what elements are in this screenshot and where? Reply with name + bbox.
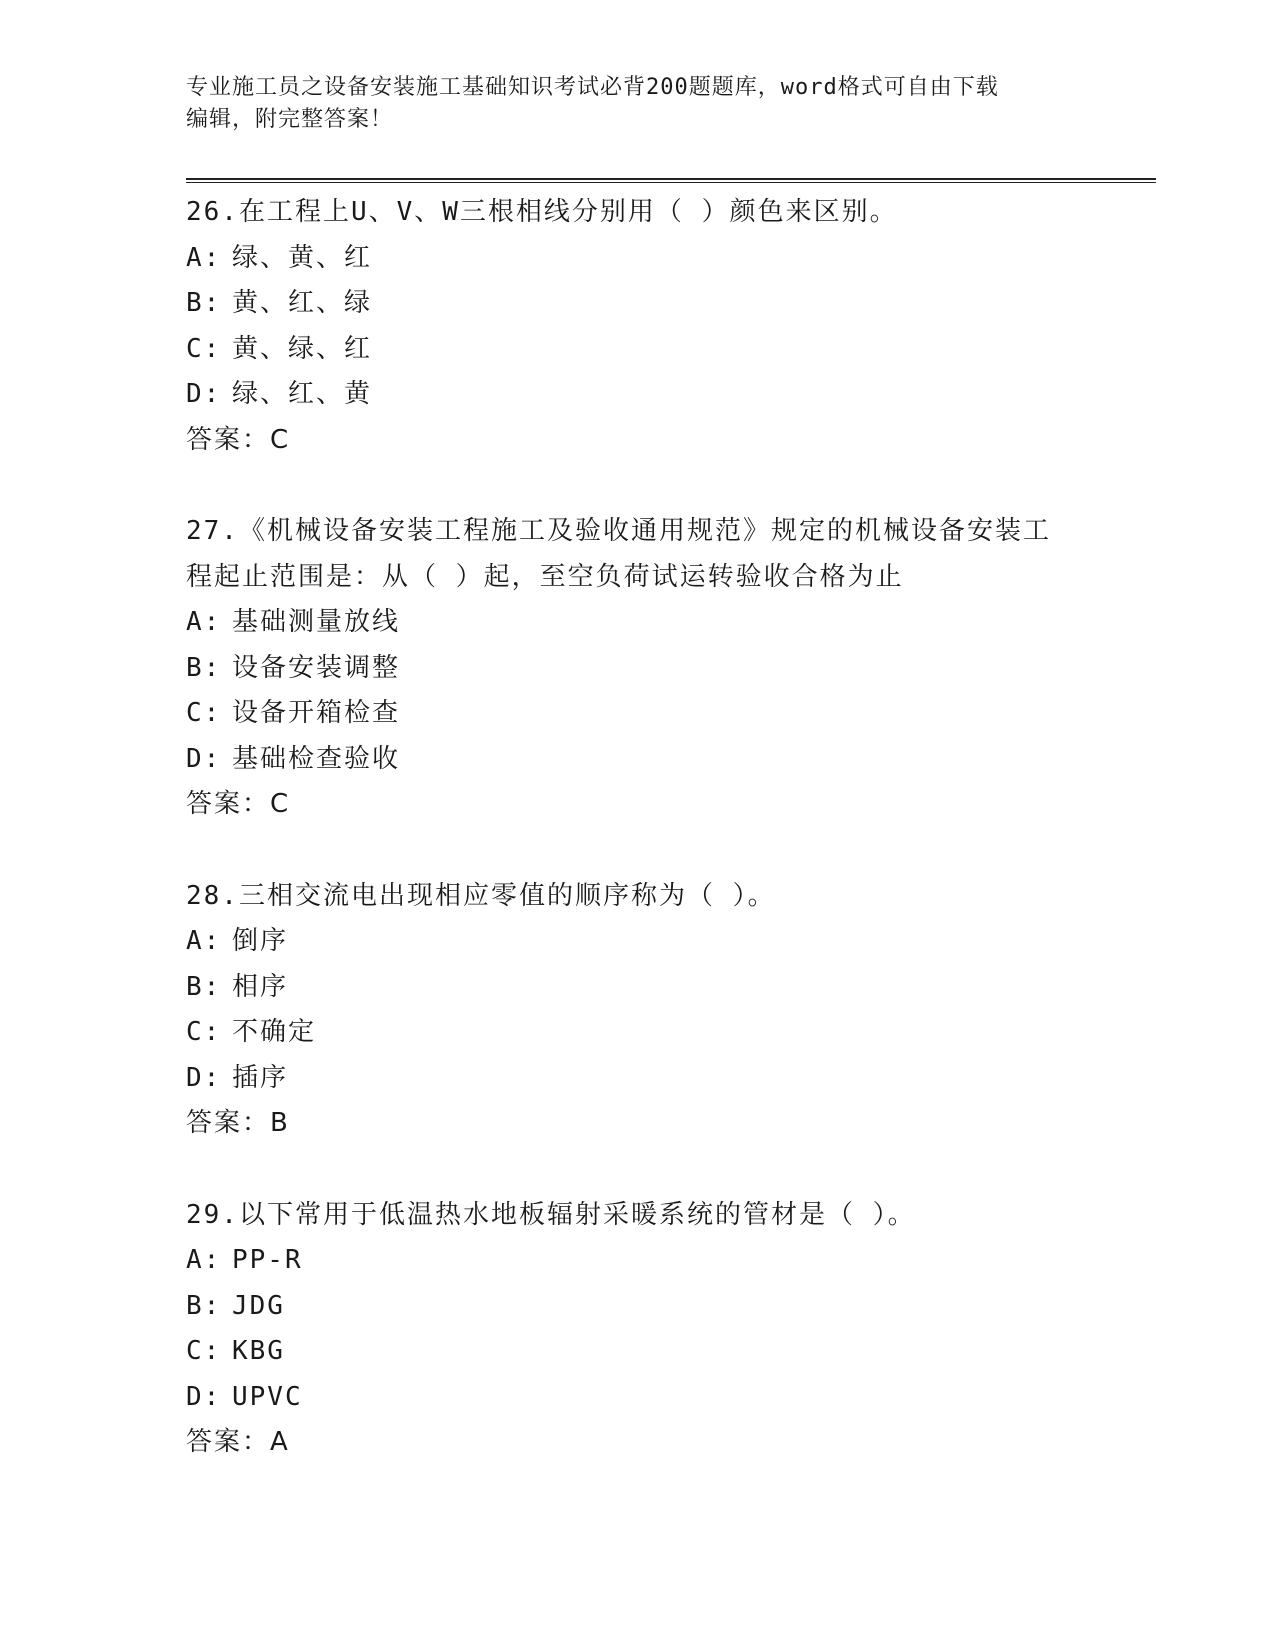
question-28: [186, 874, 1156, 1147]
answer-line: 答案：C: [186, 789, 291, 819]
answer-line: 答案：C: [186, 424, 291, 455]
option-text: 设备安装调整: [232, 652, 401, 683]
document-header: [186, 72, 1086, 136]
question-26: [186, 190, 1156, 463]
option-label: A:: [186, 1245, 222, 1275]
option-text: 基础测量放线: [232, 607, 401, 637]
option-label: B:: [186, 652, 222, 683]
option-label: D:: [186, 1381, 222, 1412]
option-text: 插序: [232, 1062, 289, 1093]
question-27: [186, 509, 1156, 828]
option-label: B:: [186, 971, 222, 1002]
option-text: 黄、红、绿: [232, 288, 373, 318]
option-text: 绿、红、黄: [232, 379, 373, 409]
option-text: PP-R: [232, 1245, 303, 1275]
option-c: [186, 1010, 1156, 1056]
answer-line: 答案：B: [186, 1108, 290, 1138]
option-text: 设备开箱检查: [232, 698, 401, 728]
question-list: [186, 190, 1156, 1512]
option-b: [186, 1284, 1156, 1330]
option-b: [186, 281, 1156, 327]
option-label: A:: [186, 607, 222, 637]
option-d: [186, 372, 1156, 418]
option-text: 相序: [232, 971, 289, 1002]
option-text: 不确定: [232, 1017, 317, 1047]
option-a: [186, 236, 1156, 282]
option-label: B:: [186, 288, 222, 318]
option-c: [186, 1329, 1156, 1375]
option-c: [186, 691, 1156, 737]
option-text: JDG: [232, 1290, 285, 1321]
question-29: [186, 1193, 1156, 1466]
question-stem: 29.以下常用于低温热水地板辐射采暖系统的管材是（ ）。: [186, 1199, 916, 1230]
option-a: [186, 600, 1156, 646]
option-label: D:: [186, 379, 222, 409]
option-label: A:: [186, 242, 222, 273]
option-label: C:: [186, 698, 222, 728]
option-text: UPVC: [232, 1381, 303, 1412]
header-line-2: 编辑，附完整答案！: [186, 107, 394, 132]
question-stem: 27.《机械设备安装工程施工及验收通用规范》规定的机械设备安装工程起止范围是：从（ ）起，至空负荷试运转验收合格为止: [186, 516, 1051, 592]
option-label: C:: [186, 333, 222, 364]
option-a: [186, 1238, 1156, 1284]
answer-line: 答案：A: [186, 1427, 290, 1457]
option-text: 黄、绿、红: [232, 333, 373, 364]
option-b: [186, 965, 1156, 1011]
option-text: 倒序: [232, 926, 289, 956]
option-text: 绿、黄、红: [232, 242, 373, 273]
option-label: D:: [186, 1062, 222, 1093]
question-stem: 28.三相交流电出现相应零值的顺序称为（ ）。: [186, 880, 776, 911]
option-d: [186, 737, 1156, 783]
header-divider: [186, 178, 1156, 183]
option-label: C:: [186, 1017, 222, 1047]
question-stem: 26.在工程上U、V、W三根相线分别用（ ）颜色来区别。: [186, 197, 898, 227]
option-a: [186, 919, 1156, 965]
option-d: [186, 1375, 1156, 1421]
header-line-1: 专业施工员之设备安装施工基础知识考试必背200题题库，word格式可自由下载: [186, 75, 999, 100]
option-label: A:: [186, 926, 222, 956]
option-label: D:: [186, 743, 222, 774]
option-label: C:: [186, 1336, 222, 1366]
option-d: [186, 1056, 1156, 1102]
option-label: B:: [186, 1290, 222, 1321]
option-c: [186, 327, 1156, 373]
option-text: KBG: [232, 1336, 285, 1366]
option-b: [186, 646, 1156, 692]
option-text: 基础检查验收: [232, 743, 401, 774]
